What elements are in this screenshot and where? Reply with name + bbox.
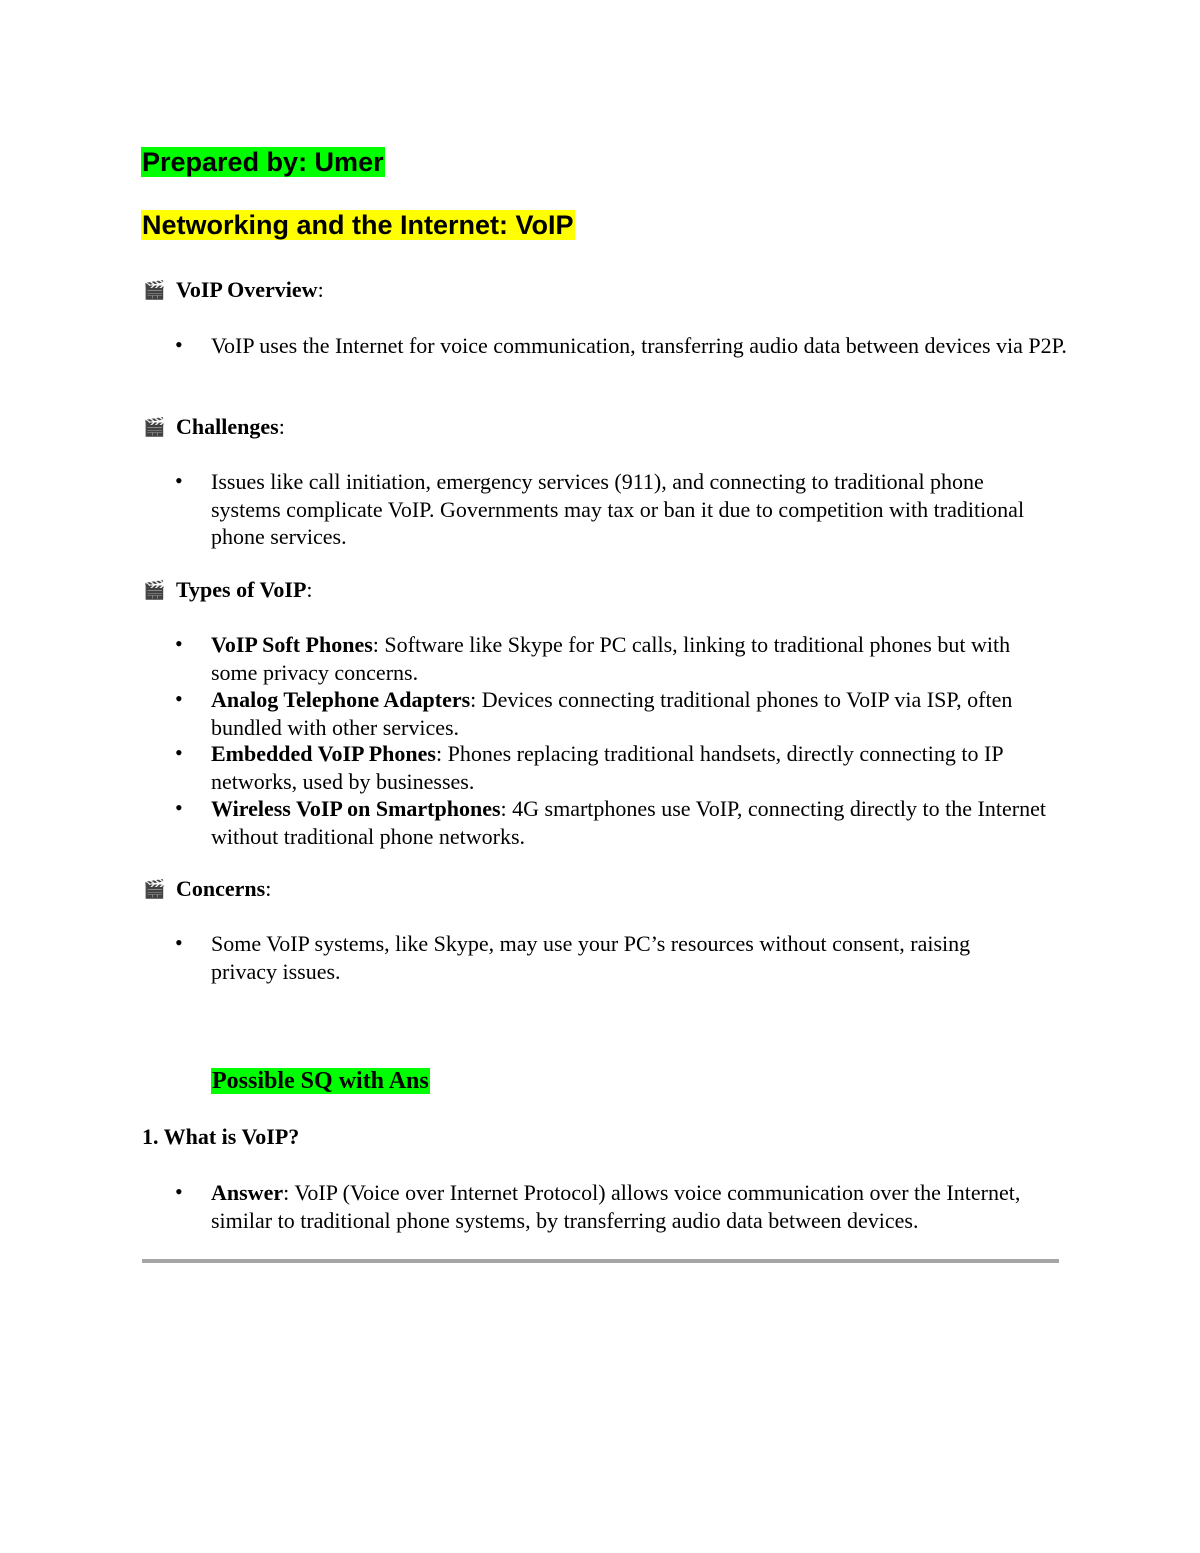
document-title — [141, 206, 575, 244]
list-item-term: Embedded VoIP Phones — [211, 741, 436, 766]
bullet-glyph: • — [175, 930, 183, 955]
list-item-text: : Software like Skype for PC calls, linking to traditional phones but with some privacy concerns. — [211, 632, 1011, 685]
sq-answer-label: Answer — [211, 1180, 284, 1205]
section-heading-text: Types of VoIP — [176, 577, 307, 602]
list-item-term: Analog Telephone Adapters — [211, 687, 471, 712]
bullet-glyph: • — [175, 468, 183, 493]
list-item — [211, 468, 1051, 551]
bullet-glyph: • — [175, 332, 183, 357]
list-item — [211, 686, 1041, 741]
list-item-text: Some VoIP systems, like Skype, may use your PC’s resources without consent, raising privacy issues. — [211, 931, 971, 984]
section-heading-text: Concerns — [176, 876, 266, 901]
section-heading-text: VoIP Overview — [176, 277, 318, 302]
list-item — [211, 631, 1041, 686]
section-heading-text: Challenges — [176, 414, 279, 439]
list-item — [211, 740, 1051, 795]
prepared-by-line — [141, 143, 385, 181]
sq-answer-text: : VoIP (Voice over Internet Protocol) allows voice communication over the Internet, similar to traditional phone systems, by transferring audio data between devices. — [211, 1180, 1021, 1233]
horizontal-rule — [142, 1259, 1059, 1263]
clapperboard-icon: 🎬 — [143, 417, 166, 437]
prepared-by-text: Prepared by: Umer — [142, 147, 384, 177]
bullet-glyph: • — [175, 1179, 183, 1204]
clapperboard-icon: 🎬 — [143, 879, 166, 899]
sq-question: 1. What is VoIP? — [142, 1124, 300, 1149]
list-item-text: : Phones replacing traditional handsets, directly connecting to IP networks, used by businesses. — [211, 741, 1003, 794]
list-item — [211, 930, 1041, 985]
list-item — [211, 795, 1051, 850]
clapperboard-icon: 🎬 — [143, 280, 166, 300]
bullet-glyph: • — [175, 740, 183, 765]
bullet-glyph: • — [175, 631, 183, 656]
bullet-glyph: • — [175, 795, 183, 820]
sq-heading — [211, 1064, 430, 1098]
list-item-term: VoIP Soft Phones — [211, 632, 373, 657]
clapperboard-icon: 🎬 — [143, 580, 166, 600]
bullet-glyph: • — [175, 686, 183, 711]
list-item-term: Wireless VoIP on Smartphones — [211, 796, 501, 821]
section-heading-concerns: 🎬 Concerns: — [143, 876, 272, 901]
section-heading-overview: 🎬 VoIP Overview: — [143, 277, 324, 302]
section-heading-challenges: 🎬 Challenges: — [143, 414, 285, 439]
sq-answer — [211, 1179, 1061, 1234]
list-item-text: : 4G smartphones use VoIP, connecting directly to the Internet without traditional phone networks. — [211, 796, 1046, 849]
sq-heading-text: Possible SQ with Ans — [212, 1068, 429, 1094]
list-item — [211, 332, 1071, 360]
document-title-text: Networking and the Internet: VoIP — [142, 210, 574, 240]
list-item-text: Issues like call initiation, emergency services (911), and connecting to traditional phone systems complicate VoIP. Governments may tax or ban it due to competition with traditional phone services. — [211, 469, 1025, 549]
list-item-text: : Devices connecting traditional phones to VoIP via ISP, often bundled with other services. — [211, 687, 1013, 740]
section-heading-types: 🎬 Types of VoIP: — [143, 577, 313, 602]
list-item-text: VoIP uses the Internet for voice communication, transferring audio data between devices via P2P. — [211, 333, 1067, 358]
